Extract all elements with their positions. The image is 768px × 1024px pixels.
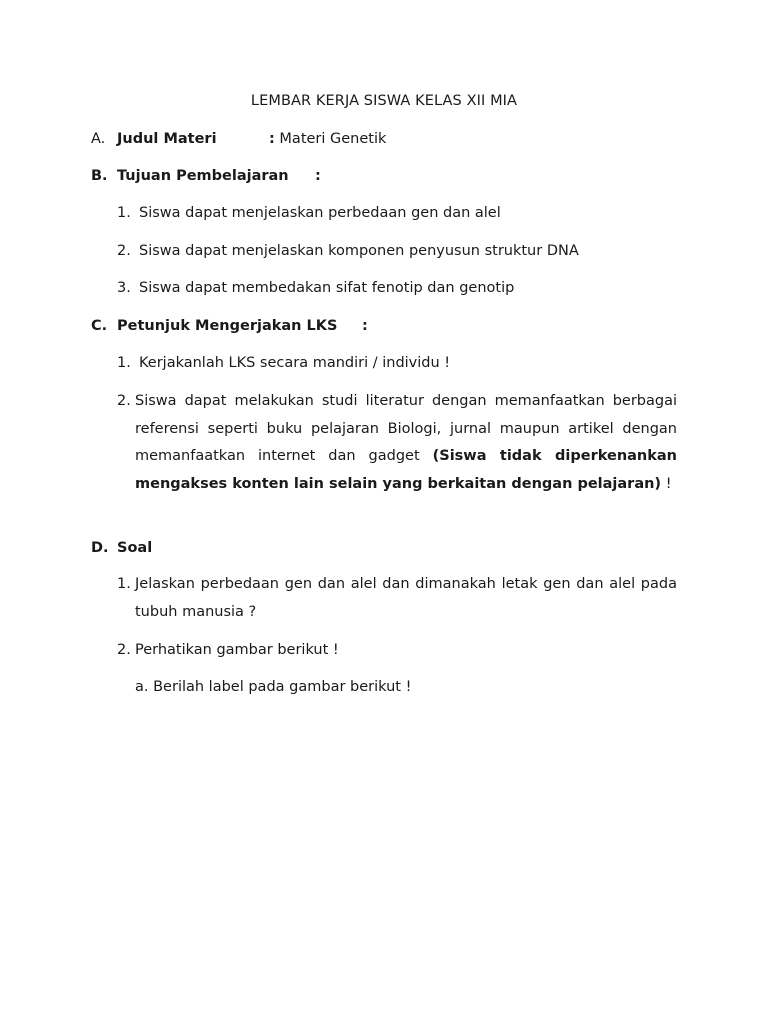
list-item [117,355,450,371]
list-item [117,243,579,259]
item-number: 1. [117,576,131,592]
section-c-colon: : [362,318,368,334]
list-item [117,205,501,221]
item-text: Siswa dapat membedakan sifat fenotip dan genotip [139,280,515,296]
section-b-label: Tujuan Pembelajaran [117,168,289,184]
section-a-letter: A. [91,131,106,147]
item-text: Siswa dapat menjelaskan komponen penyusun struktur DNA [139,243,579,259]
section-d-label: Soal [117,540,153,556]
list-item [117,642,339,658]
list-item [117,388,677,498]
section-a-value: Materi Genetik [279,131,387,147]
list-item [117,280,514,296]
section-d-letter: D. [91,540,109,556]
item-text: Siswa dapat menjelaskan perbedaan gen dan alel [139,205,501,221]
item-text: Kerjakanlah LKS secara mandiri / individu ! [139,355,451,371]
sub-item-text: Berilah label pada gambar berikut ! [153,679,412,695]
list-item [117,571,677,626]
item-number: 2. [117,642,131,658]
item-paragraph [135,388,677,498]
item-number: 1. [117,355,131,371]
section-a-judul-materi [91,131,386,147]
item-paragraph [135,571,677,626]
item-text: Siswa dapat melakukan studi literatur dengan memanfaatkan berbagai referensi seperti buku pelajaran Biologi, jurnal maupun artikel dengan memanfaatkan internet dan gadget [135,393,677,464]
section-d-soal [91,540,152,556]
section-b-letter: B. [91,168,108,184]
page-title: LEMBAR KERJA SISWA KELAS XII MIA [250,93,518,109]
item-suffix: ! [665,475,672,492]
sub-item-letter: a. [135,679,149,695]
item-text: Perhatikan gambar berikut ! [135,642,339,658]
item-bold-text: (Siswa tidak diperkenankan mengakses konten lain selain yang berkaitan dengan pelajaran) [135,448,678,492]
section-c-letter: C. [91,318,108,334]
item-text: Jelaskan perbedaan gen dan alel dan dimanakah letak gen dan alel pada tubuh manusia ? [135,576,677,620]
item-number: 3. [117,280,131,296]
section-a-label: Judul Materi [117,131,217,147]
sub-list-item [135,679,411,695]
item-number: 2. [117,393,131,409]
section-c-petunjuk [91,318,368,334]
item-number: 1. [117,205,131,221]
section-b-colon: : [315,168,321,184]
item-number: 2. [117,243,131,259]
section-a-colon: : [269,131,275,147]
section-c-label: Petunjuk Mengerjakan LKS [117,318,338,334]
section-b-tujuan [91,168,321,184]
